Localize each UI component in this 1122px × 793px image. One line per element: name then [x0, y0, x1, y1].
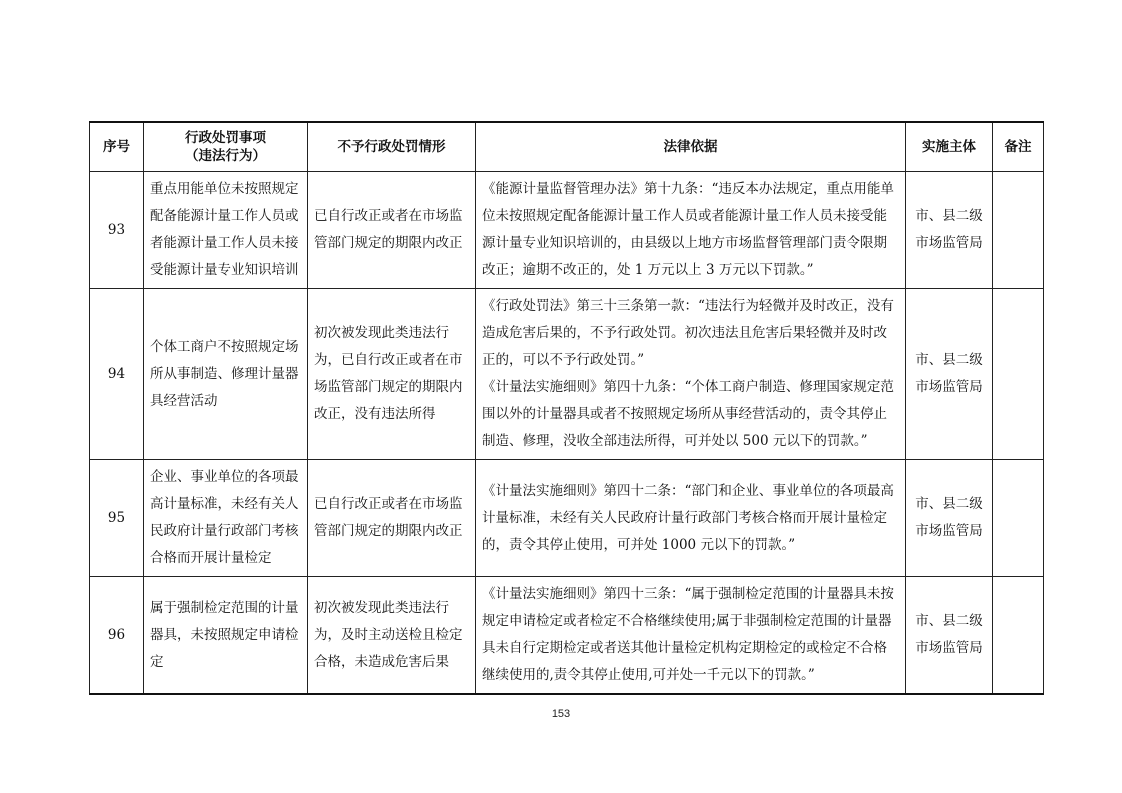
cell-situation: 已自行改正或者在市场监管部门规定的期限内改正 — [308, 172, 476, 289]
header-matter-line1: 行政处罚事项 — [185, 130, 266, 146]
header-basis: 法律依据 — [476, 122, 906, 172]
table-header-row — [90, 122, 1044, 172]
cell-matter: 企业、事业单位的各项最高计量标准，未经有关人民政府计量行政部门考核合格而开展计量检定 — [144, 460, 308, 577]
header-subject: 实施主体 — [906, 122, 993, 172]
basis-paragraph: 《计量法实施细则》第四十九条：“个体工商户制造、修理国家规定范围以外的计量器具或者不按照规定场所从事经营活动的，责令其停止制造、修理，没收全部违法所得，可并处以 500 元以下的罚款。” — [482, 379, 894, 449]
header-situation: 不予行政处罚情形 — [308, 122, 476, 172]
header-seq: 序号 — [90, 122, 144, 172]
cell-remarks — [993, 460, 1044, 577]
cell-matter: 属于强制检定范围的计量器具，未按照规定申请检定 — [144, 577, 308, 695]
table-row — [90, 172, 1044, 289]
cell-situation: 初次被发现此类违法行为，已自行改正或者在市场监管部门规定的期限内改正，没有违法所得 — [308, 289, 476, 460]
header-remarks: 备注 — [993, 122, 1044, 172]
cell-situation: 初次被发现此类违法行为，及时主动送检且检定合格，未造成危害后果 — [308, 577, 476, 695]
cell-basis: 《能源计量监督管理办法》第十九条：“违反本办法规定，重点用能单位未按照规定配备能源计量工作人员或者能源计量工作人员未接受能源计量专业知识培训的，由县级以上地方市场监督管理部门责令限期改正；逾期不改正的，处 1 万元以上 3 万元以下罚款。” — [476, 172, 906, 289]
table-row — [90, 577, 1044, 695]
cell-basis: 《计量法实施细则》第四十三条：“属于强制检定范围的计量器具未按规定申请检定或者检定不合格继续使用;属于非强制检定范围的计量器具未自行定期检定或者送其他计量检定机构定期检定的或检定不合格继续使用的,责令其停止使用,可并处一千元以下的罚款。” — [476, 577, 906, 695]
cell-seq: 94 — [90, 289, 144, 460]
cell-basis: 《计量法实施细则》第四十二条：“部门和企业、事业单位的各项最高计量标准，未经有关人民政府计量行政部门考核合格而开展计量检定的，责令其停止使用，可并处 1000 元以下的罚款。” — [476, 460, 906, 577]
penalty-table — [89, 121, 1044, 695]
cell-remarks — [993, 577, 1044, 695]
header-matter — [144, 122, 308, 172]
cell-remarks — [993, 289, 1044, 460]
cell-seq: 95 — [90, 460, 144, 577]
cell-situation: 已自行改正或者在市场监管部门规定的期限内改正 — [308, 460, 476, 577]
cell-subject: 市、县二级市场监管局 — [906, 289, 993, 460]
cell-subject: 市、县二级市场监管局 — [906, 577, 993, 695]
header-matter-line2: （违法行为） — [185, 148, 266, 164]
table-row — [90, 289, 1044, 460]
cell-matter: 重点用能单位未按照规定配备能源计量工作人员或者能源计量工作人员未接受能源计量专业知识培训 — [144, 172, 308, 289]
cell-matter: 个体工商户不按照规定场所从事制造、修理计量器具经营活动 — [144, 289, 308, 460]
cell-seq: 93 — [90, 172, 144, 289]
table-row — [90, 460, 1044, 577]
cell-subject: 市、县二级市场监管局 — [906, 460, 993, 577]
page-number: 153 — [551, 708, 571, 720]
cell-basis — [476, 289, 906, 460]
basis-paragraph: 《行政处罚法》第三十三条第一款：“违法行为轻微并及时改正，没有造成危害后果的，不予行政处罚。初次违法且危害后果轻微并及时改正的，可以不予行政处罚。” — [482, 298, 894, 368]
cell-remarks — [993, 172, 1044, 289]
cell-subject: 市、县二级市场监管局 — [906, 172, 993, 289]
cell-seq: 96 — [90, 577, 144, 695]
